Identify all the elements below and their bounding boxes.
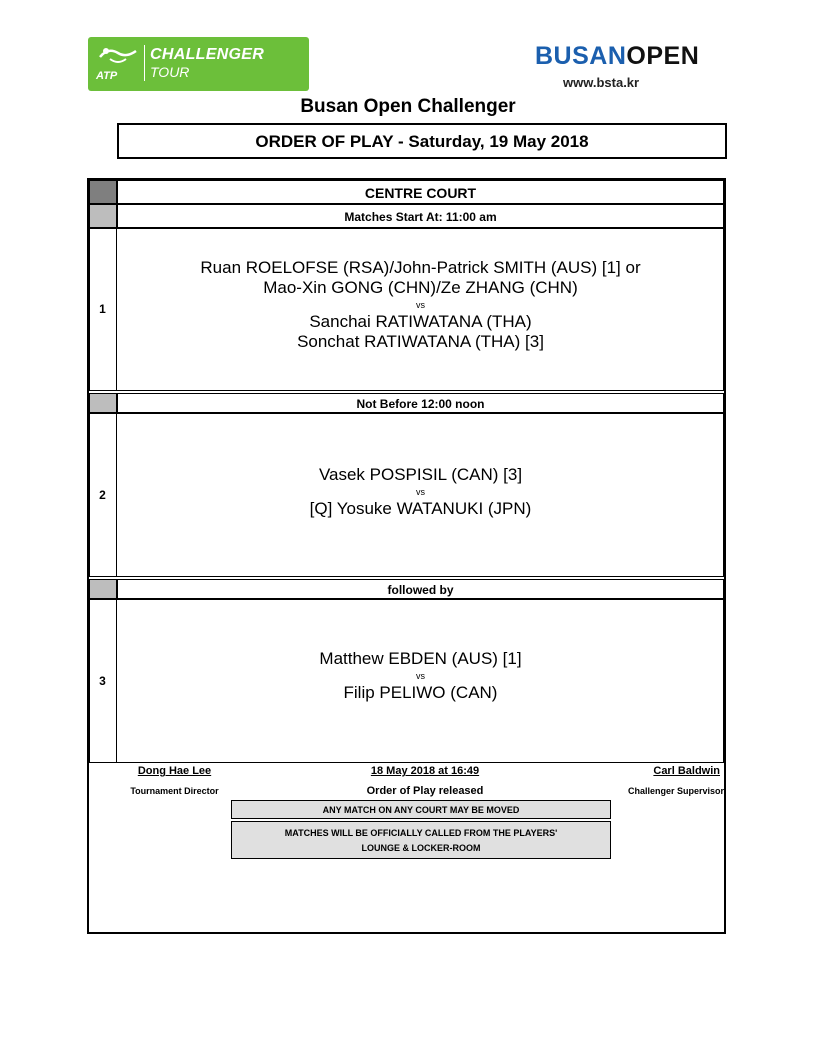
- match-1-vs: vs: [416, 300, 425, 310]
- release-label: Order of Play released: [366, 785, 484, 797]
- court-name: CENTRE COURT: [117, 180, 724, 204]
- match-1-players: [117, 258, 724, 352]
- order-of-play-title: ORDER OF PLAY - Saturday, 19 May 2018: [117, 123, 727, 159]
- match-3-player1: Matthew EBDEN (AUS) [1]: [319, 649, 522, 668]
- notice-called-line1: MATCHES WILL BE OFFICIALLY CALLED FROM THE PLAYERS': [284, 828, 558, 838]
- supervisor-title: Challenger Supervisor: [627, 786, 724, 796]
- tour-text: TOUR: [150, 64, 190, 80]
- challenger-text: CHALLENGER: [150, 46, 265, 63]
- match-1-team2-line2: Sonchat RATIWATANA (THA) [3]: [297, 332, 544, 351]
- not-before-grey-cell: [89, 393, 117, 413]
- notice-called-line2: LOUNGE & LOCKER-ROOM: [361, 843, 481, 853]
- match-3-vs: vs: [416, 671, 425, 681]
- busan-text: BUSAN: [535, 42, 627, 70]
- supervisor-name: Carl Baldwin: [653, 765, 720, 777]
- tournament-director-name: Dong Hae Lee: [137, 765, 212, 777]
- match-2-players: [117, 465, 724, 519]
- match-1-team1-line1: Ruan ROELOFSE (RSA)/John-Patrick SMITH (AUS) [1] or: [200, 258, 641, 277]
- tournament-name: Busan Open Challenger: [300, 96, 516, 117]
- court-header-grey-cell: [89, 180, 117, 204]
- start-time-grey-cell: [89, 204, 117, 228]
- match-3-players: [117, 649, 724, 703]
- match-number-2: 2: [89, 413, 117, 577]
- not-before-label: Not Before 12:00 noon: [117, 393, 724, 413]
- match-2-player1: Vasek POSPISIL (CAN) [3]: [318, 465, 523, 484]
- notice-match-moved: ANY MATCH ON ANY COURT MAY BE MOVED: [231, 800, 611, 819]
- tournament-director-title: Tournament Director: [130, 786, 219, 796]
- match-number-3: 3: [89, 599, 117, 763]
- match-number-1: 1: [89, 228, 117, 391]
- logo-divider: [144, 45, 145, 81]
- followed-by-grey-cell: [89, 579, 117, 599]
- match-3-player2: Filip PELIWO (CAN): [343, 683, 498, 702]
- busan-open-wordmark: [535, 42, 699, 70]
- busan-open-logo: [535, 42, 725, 92]
- website-url: www.bsta.kr: [563, 75, 640, 90]
- match-1-team2-line1: Sanchai RATIWATANA (THA): [309, 312, 532, 331]
- followed-by-label: followed by: [117, 579, 724, 599]
- notice-called-from-lounge: [231, 821, 611, 859]
- release-datetime: 18 May 2018 at 16:49: [370, 765, 480, 777]
- match-2-vs: vs: [416, 487, 425, 497]
- open-text: OPEN: [626, 42, 700, 70]
- match-2-player2: [Q] Yosuke WATANUKI (JPN): [309, 499, 532, 518]
- challenger-tour-logo: [88, 37, 309, 91]
- tennis-player-icon: [96, 43, 140, 69]
- start-time-label: Matches Start At: 11:00 am: [117, 204, 724, 228]
- match-1-team1-line2: Mao-Xin GONG (CHN)/Ze ZHANG (CHN): [263, 278, 578, 297]
- atp-brand-text: ATP: [96, 70, 118, 82]
